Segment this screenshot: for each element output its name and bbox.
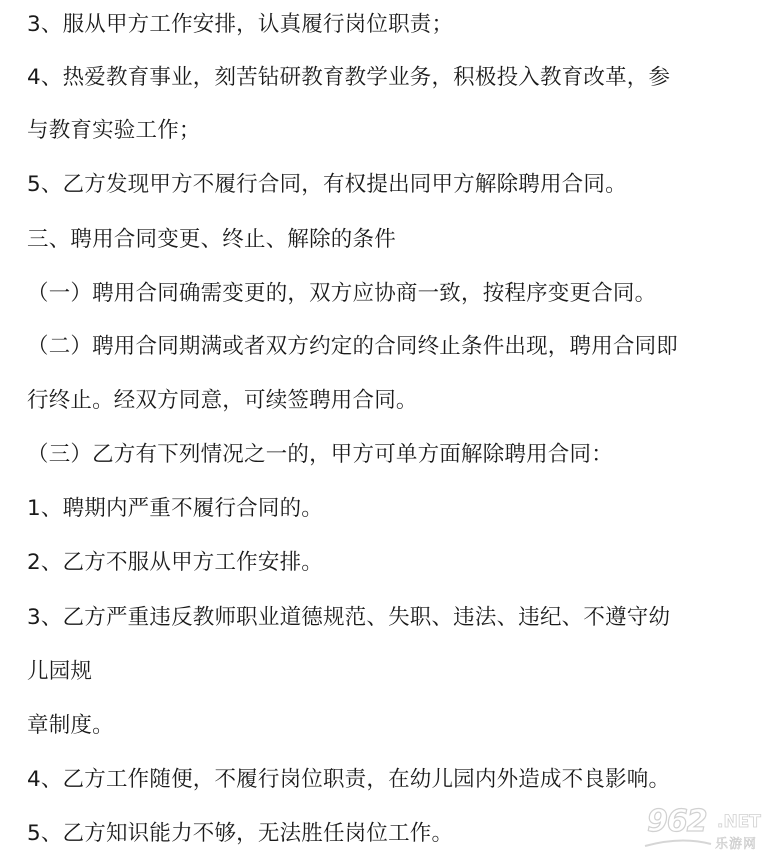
text-line: 5、乙方知识能力不够，无法胜任岗位工作。 bbox=[27, 821, 454, 846]
text-line: 5、乙方发现甲方不履行合同，有权提出同甲方解除聘用合同。 bbox=[27, 172, 627, 197]
text-line: 与教育实验工作； bbox=[27, 118, 201, 143]
text-line: 4、热爱教育事业，刻苦钻研教育教学业务，积极投入教育改革，参 bbox=[27, 65, 671, 90]
site-watermark-logo bbox=[641, 806, 773, 852]
text-line: 2、乙方不服从甲方工作安排。 bbox=[27, 550, 323, 575]
text-line: 儿园规 bbox=[27, 659, 93, 684]
text-line: 3、乙方严重违反教师职业道德规范、失职、违法、违纪、不遵守幼 bbox=[27, 605, 671, 630]
text-line: 1、聘期内严重不履行合同的。 bbox=[27, 496, 323, 521]
text-line: （三）乙方有下列情况之一的，甲方可单方面解除聘用合同： bbox=[27, 442, 613, 467]
text-line: （一）聘用合同确需变更的，双方应协商一致，按程序变更合同。 bbox=[27, 281, 657, 306]
watermark-domain: .NET bbox=[717, 812, 761, 832]
text-line: 三、聘用合同变更、终止、解除的条件 bbox=[27, 227, 396, 252]
watermark-number: 962 bbox=[647, 804, 707, 839]
watermark-sub: 乐游网 bbox=[715, 837, 758, 852]
text-line: 章制度。 bbox=[27, 713, 114, 738]
text-line: 行终止。经双方同意，可续签聘用合同。 bbox=[27, 388, 418, 413]
text-line: （二）聘用合同期满或者双方约定的合同终止条件出现，聘用合同即 bbox=[27, 334, 679, 359]
text-line: 3、服从甲方工作安排，认真履行岗位职责； bbox=[27, 12, 454, 37]
text-line: 4、乙方工作随便，不履行岗位职责，在幼儿园内外造成不良影响。 bbox=[27, 767, 671, 792]
